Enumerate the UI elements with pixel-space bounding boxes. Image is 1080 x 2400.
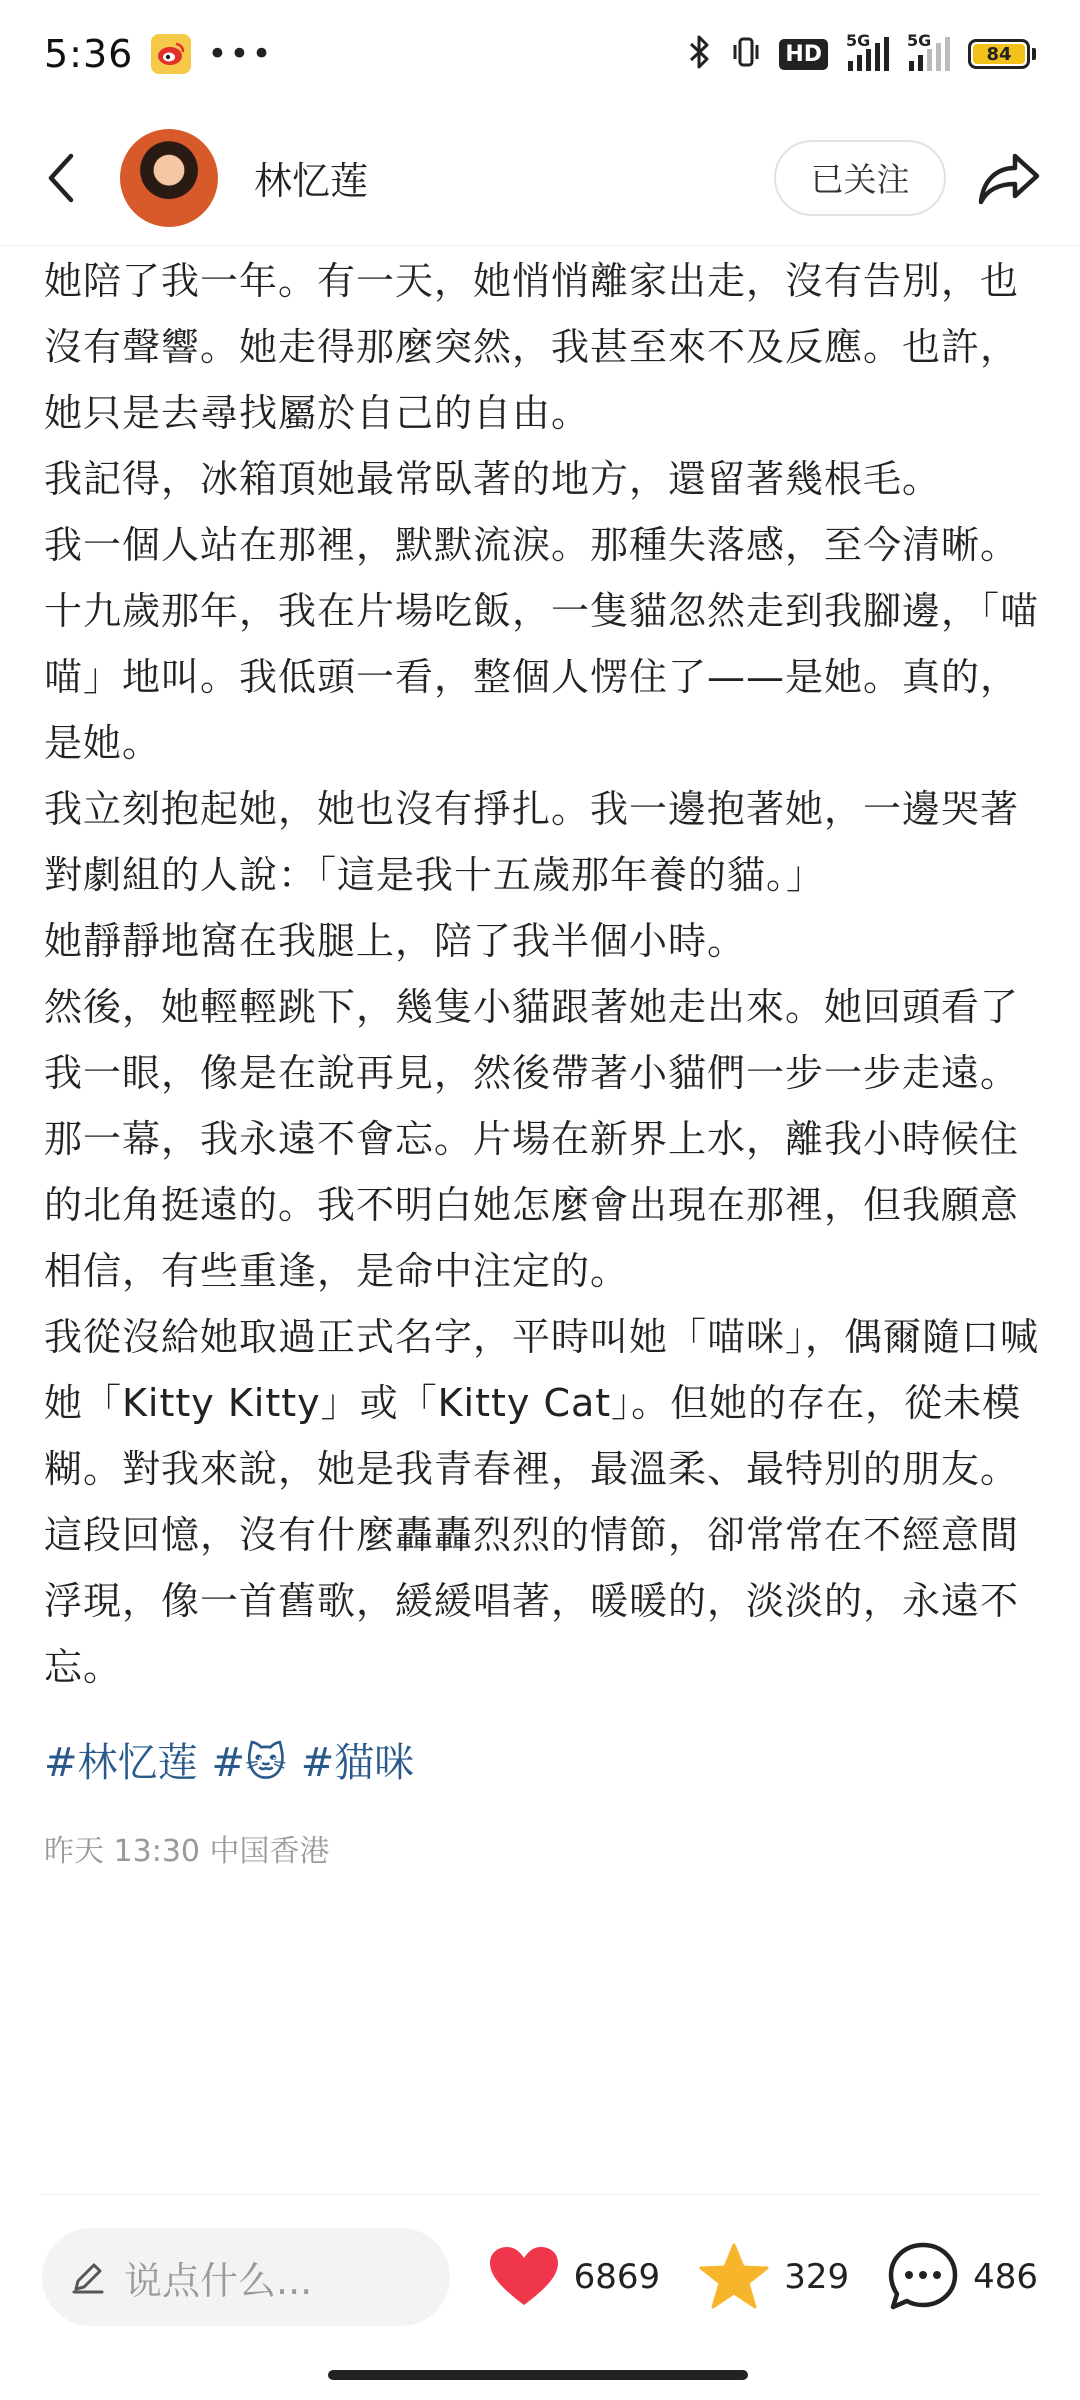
weibo-app-icon bbox=[151, 34, 191, 74]
avatar[interactable] bbox=[120, 129, 218, 227]
comment-count: 486 bbox=[973, 2257, 1038, 2297]
post-paragraph: 她陪了我一年。有一天，她悄悄離家出走，沒有告別，也沒有聲響。她走得那麼突然，我甚至來不及反應。也許，她只是去尋找屬於自己的自由。 bbox=[44, 259, 1020, 435]
post-paragraph: 她靜靜地窩在我腿上，陪了我半個小時。 bbox=[44, 919, 747, 963]
bluetooth-icon bbox=[687, 34, 713, 74]
bottom-action-bar bbox=[0, 2222, 1080, 2332]
status-bar bbox=[0, 0, 1080, 108]
battery-level: 84 bbox=[973, 44, 1025, 64]
hashtag-link[interactable]: #林忆莲 bbox=[44, 1740, 198, 1786]
back-button[interactable] bbox=[36, 148, 86, 208]
like-count: 6869 bbox=[573, 2257, 661, 2297]
vibrate-icon bbox=[731, 35, 761, 73]
post-paragraph: 我立刻抱起她，她也沒有掙扎。我一邊抱著她，一邊哭著對劇組的人說：「這是我十五歲那年養的貓。」 bbox=[44, 787, 1020, 897]
hashtag-list bbox=[44, 1730, 1044, 1796]
post-content bbox=[44, 248, 1044, 1870]
post-paragraph: 我一個人站在那裡，默默流淚。那種失落感，至今清晰。 bbox=[44, 523, 1020, 567]
home-indicator[interactable] bbox=[328, 2370, 748, 2380]
status-time: 5:36 bbox=[44, 32, 134, 76]
favorite-button[interactable] bbox=[698, 2242, 849, 2312]
post-paragraph: 那一幕，我永遠不會忘。片場在新界上水，離我小時候住的北角挺遠的。我不明白她怎麼會出現在那裡，但我願意相信，有些重逢，是命中注定的。 bbox=[44, 1117, 1020, 1293]
network-label-1: 5G bbox=[846, 31, 871, 50]
status-icons bbox=[687, 31, 1036, 74]
share-icon bbox=[977, 150, 1041, 206]
comment-input[interactable] bbox=[42, 2228, 450, 2326]
comment-bubble-icon bbox=[887, 2241, 959, 2313]
post-header bbox=[0, 110, 1080, 246]
star-icon bbox=[698, 2242, 770, 2312]
comment-button[interactable] bbox=[887, 2241, 1038, 2313]
heart-icon bbox=[488, 2245, 560, 2309]
share-button[interactable] bbox=[974, 143, 1044, 213]
post-paragraph: 我記得，冰箱頂她最常臥著的地方，還留著幾根毛。 bbox=[44, 457, 942, 501]
post-paragraph: 十九歲那年，我在片場吃飯，一隻貓忽然走到我腳邊，「喵喵」地叫。我低頭一看，整個人愣住了——是她。真的，是她。 bbox=[44, 589, 1040, 765]
signal-icon-2 bbox=[907, 31, 950, 71]
follow-button[interactable]: 已关注 bbox=[774, 140, 946, 216]
hashtag-link[interactable]: #猫咪 bbox=[300, 1740, 415, 1786]
like-button[interactable] bbox=[488, 2245, 661, 2309]
favorite-count: 329 bbox=[784, 2257, 850, 2297]
network-label-2: 5G bbox=[907, 31, 932, 50]
hd-voice-badge: HD bbox=[779, 39, 828, 70]
comment-placeholder: 说点什么... bbox=[124, 2258, 313, 2303]
chevron-left-icon bbox=[45, 152, 77, 204]
pencil-icon bbox=[70, 2259, 106, 2295]
signal-icon-1 bbox=[846, 31, 889, 71]
battery-icon bbox=[968, 39, 1036, 69]
post-paragraph: 這段回憶，沒有什麼轟轟烈烈的情節，卻常常在不經意間浮現，像一首舊歌，緩緩唱著，暖暖的，淡淡的，永遠不忘。 bbox=[44, 1513, 1020, 1689]
more-notifications-icon: ••• bbox=[207, 34, 274, 74]
divider bbox=[40, 2194, 1040, 2195]
hashtag-link[interactable]: #🐱 bbox=[211, 1740, 287, 1786]
post-paragraph: 我從沒給她取過正式名字，平時叫她「喵咪」，偶爾隨口喊她「Kitty Kitty」或「Kitty Cat」。但她的存在，從未模糊。對我來說，她是我青春裡，最溫柔、最特別的朋友。 bbox=[44, 1315, 1040, 1491]
post-meta: 昨天 13:30 中国香港 bbox=[44, 1834, 330, 1869]
post-paragraph: 然後，她輕輕跳下，幾隻小貓跟著她走出來。她回頭看了我一眼，像是在說再見，然後帶著小貓們一步一步走遠。 bbox=[44, 985, 1020, 1095]
username[interactable]: 林忆莲 bbox=[254, 159, 369, 203]
